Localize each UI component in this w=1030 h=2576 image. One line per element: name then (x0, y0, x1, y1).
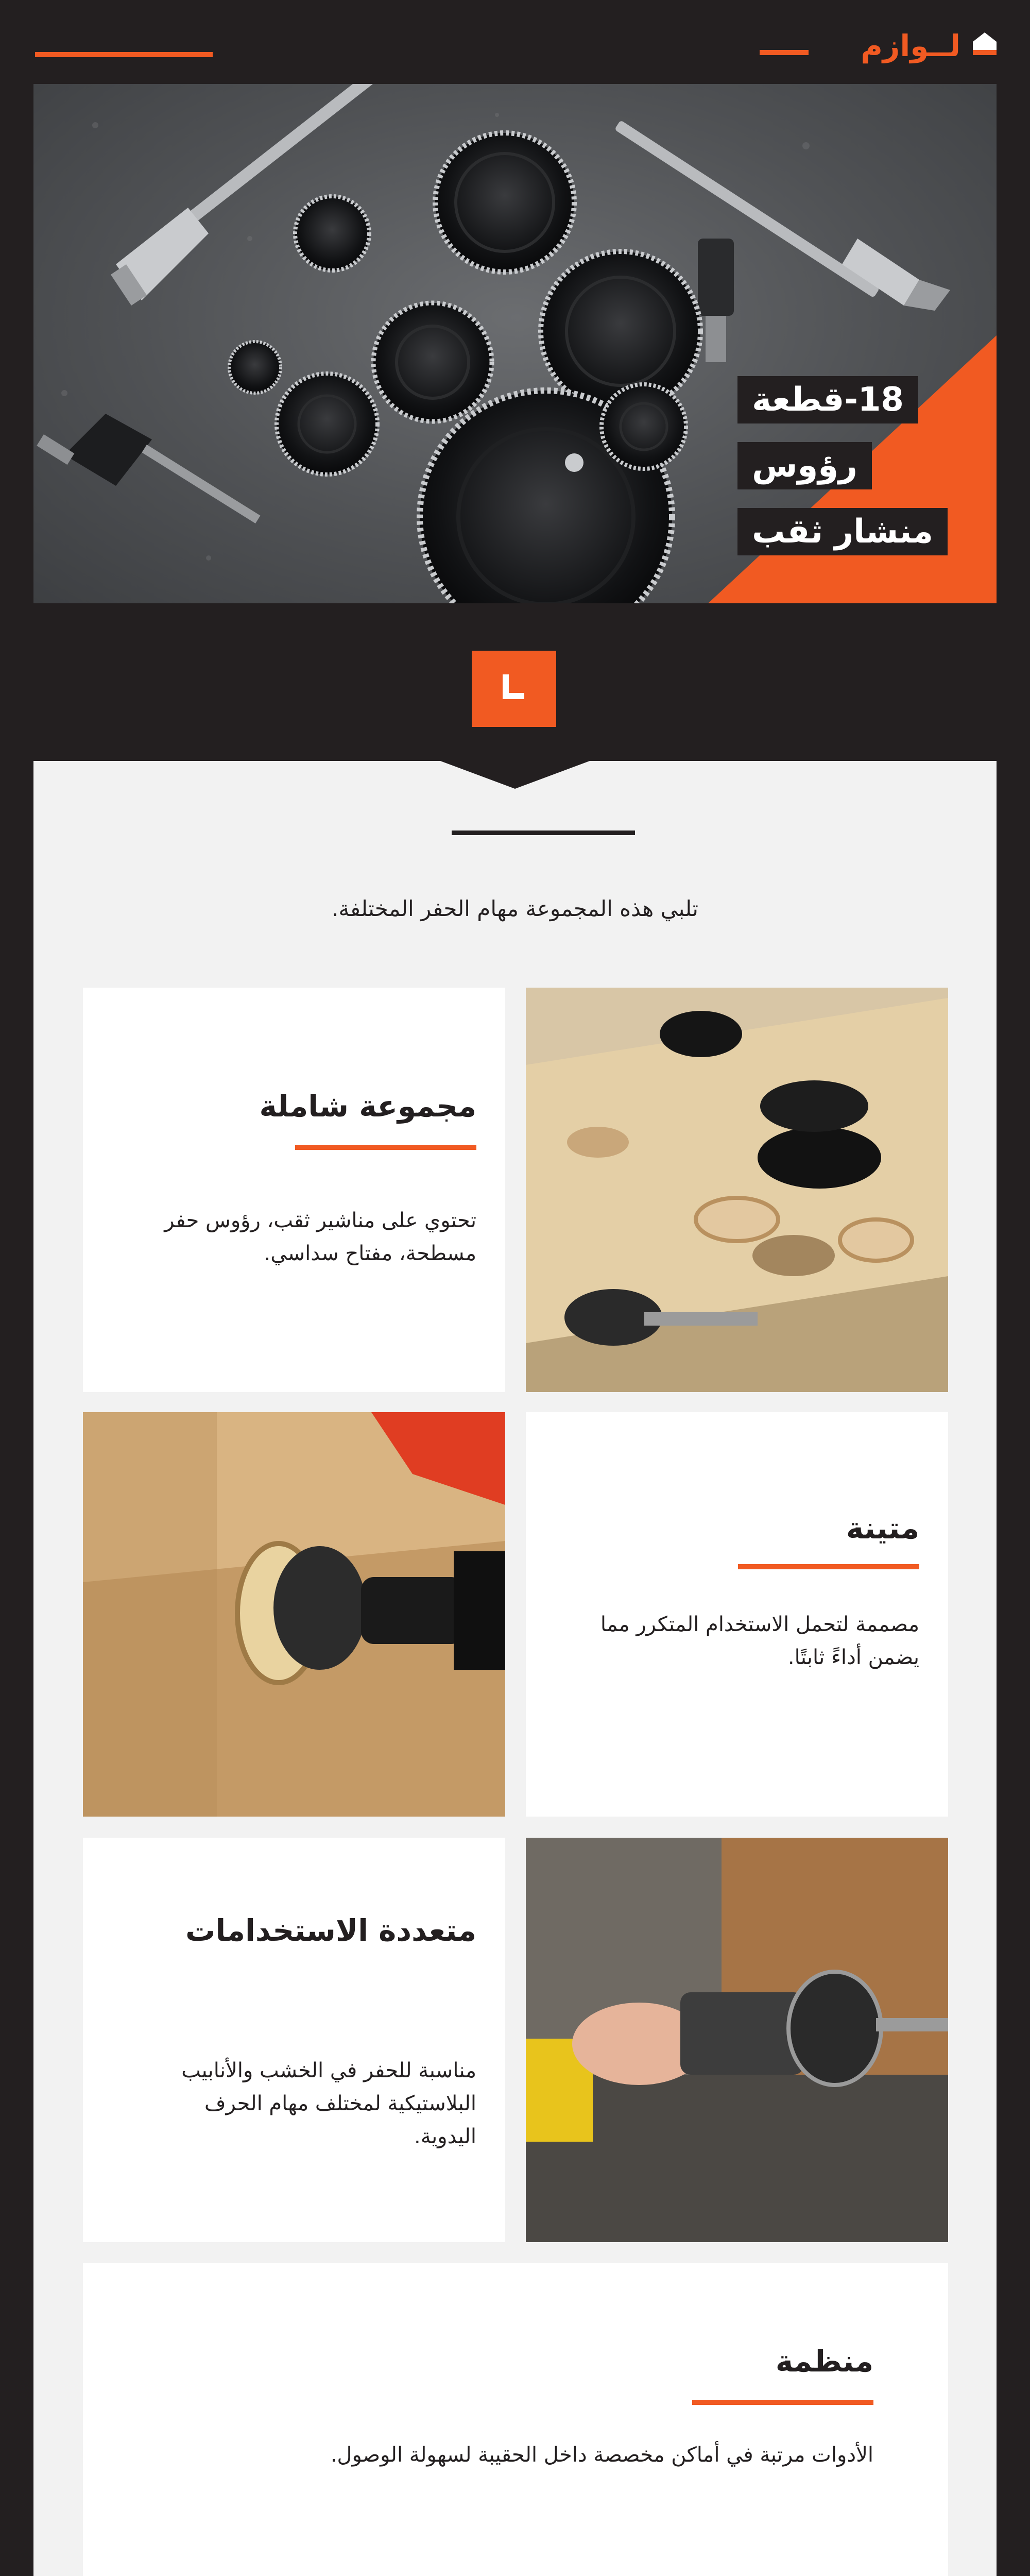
logo-mark-icon (503, 674, 524, 699)
hero-badge-heads: رؤوس (737, 442, 872, 489)
feature-card-comprehensive (83, 988, 505, 1392)
section-notch (440, 761, 590, 789)
wood-holes-photo (526, 988, 948, 1392)
card-title: متينة (846, 1511, 919, 1546)
feature-card-versatile (83, 1838, 505, 2242)
feature-card-durable (526, 1412, 948, 1817)
hand-drill-photo (526, 1838, 948, 2242)
card-text: الأدوات مرتبة في أماكن مخصصة داخل الحقيبة لسهولة الوصول. (330, 2443, 873, 2467)
card-text: مناسبة للحفر في الخشب والأنابيب البلاستيكية لمختلف مهام الحرف اليدوية. (181, 2059, 476, 2148)
content-panel (33, 761, 997, 2576)
card-accent-line (692, 2400, 873, 2405)
hero-banner (33, 84, 997, 603)
header-accent-line (35, 52, 213, 57)
brand-logo[interactable] (760, 28, 997, 64)
card-title: متعددة الاستخدامات (185, 1913, 476, 1948)
section-marker (472, 651, 556, 727)
card-title: مجموعة شاملة (259, 1089, 476, 1124)
card-accent-line (295, 1145, 476, 1150)
hero-badge-hole-saw: منشار ثقب (737, 508, 948, 555)
card-text: مصممة لتحمل الاستخدام المتكرر مما يضمن أداءً ثابتًا. (600, 1613, 919, 1669)
card-accent-line (738, 1564, 919, 1569)
logo-wordmark: لــوازم (861, 28, 960, 63)
card-text: تحتوي على مناشير ثقب، رؤوس حفر مسطحة، مفتاح سداسي. (164, 1209, 476, 1265)
section-divider (452, 831, 635, 835)
feature-card-organized (83, 2263, 948, 2576)
logo-underline (760, 50, 809, 55)
page-header (0, 0, 1030, 77)
intro-text: تلبي هذه المجموعة مهام الحفر المختلفة. (332, 896, 698, 921)
drilling-photo (83, 1412, 505, 1817)
card-title: منظمة (775, 2344, 873, 2379)
house-icon (973, 32, 997, 55)
hero-badge-count: 18-قطعة (737, 376, 918, 423)
hero-title-badges (737, 376, 948, 555)
